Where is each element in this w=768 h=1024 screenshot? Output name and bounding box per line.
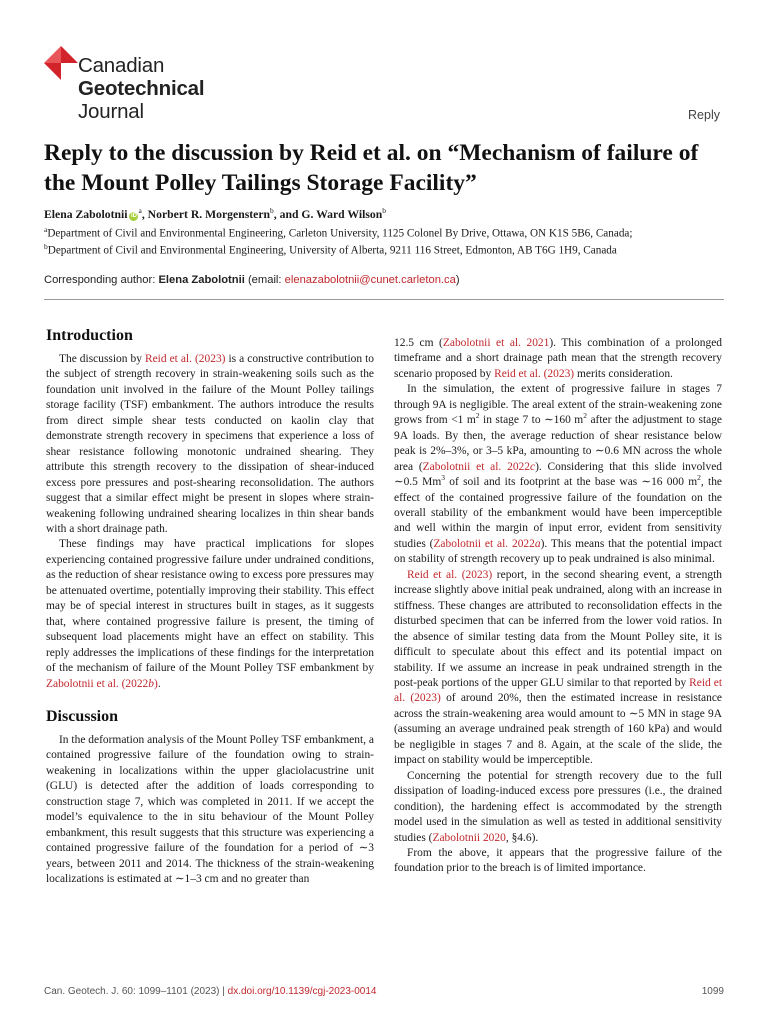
citation-link[interactable]: Reid et al. (2023) — [144, 353, 226, 365]
header-divider — [44, 299, 724, 300]
body-paragraph: 12.5 cm (Zabolotnii et al. 2021). This combination of a prolonged timeframe and a short drainage path mean that the strength recovery scenario proposed by Reid et al. (2023) merits consideration. — [394, 337, 722, 380]
citation-link[interactable]: Reid et al. (2023) — [494, 367, 575, 380]
body-column-left — [46, 326, 374, 888]
body-paragraph: These findings may have practical implications for slopes experiencing contained progressive failure under undrained conditions, as the reduction of shear resistance owing to excess pore pressures may be attenuated overtime, potentially improving their stability. This effect may be of special interest in structures built in stages, as it suggests that, where contained progressive failure is present, the timing of subsequent load placements might have an effect on stability. This reply addresses the implications of these findings for the interpretation of the mechanism of failure of the Mount Polley TSF embankment by Zabolotnii et al. (2022b). — [46, 538, 374, 690]
corresponding-author — [44, 272, 734, 288]
page-number: 1099 — [701, 986, 724, 997]
corresponding-email-link[interactable]: elenazabolotnii@cunet.carleton.ca — [284, 274, 456, 286]
citation-link[interactable]: Zabolotnii et al. (2022b) — [46, 677, 158, 690]
affiliation-text: Department of Civil and Environmental Engineering, Carleton University, 1125 Colonel By Drive, Ottawa, ON K1S 5B6, Canada; — [47, 227, 633, 240]
affiliation-marker: b — [270, 206, 274, 215]
affiliation-text: Department of Civil and Environmental Engineering, University of Alberta, 9211 116 Street, Edmonton, AB T6G 1H9, Canada — [47, 244, 617, 257]
page-footer — [44, 986, 724, 997]
affiliation-b — [44, 239, 734, 259]
author-name[interactable]: Norbert R. Morgenstern — [147, 207, 271, 221]
body-column-right — [394, 336, 722, 877]
body-paragraph: Concerning the potential for strength recovery due to the full dissipation of loading-induced excess pore pressures (i.e., the drained condition), the hardening effect is accommodated by the strength model used in the simulation as well as tested in additional sensitivity studies (Zabolotnii 2020, §4.6). — [394, 769, 722, 844]
body-paragraph: Reid et al. (2023) report, in the second shearing event, a strength increase slightly above initial peak undrained, along with an increase in stiffness. These changes are attributed to reconsolidation effects in the disturbed specimen that can be inferred from the lower void ratios. In the absence of similar testing data from the Mount Polley site, it is difficult to speculate about this effect and its potential impact on stability. If we assume an increase in peak undrained strength in the post-peak portions of the upper GLU similar to that reported by Reid et al. (2023) of around 20%, then the estimated increase in resistance across the strain-weakening area would amount to ∼5 MN in stage 9A (assuming an average undrained peak strength of 160 kPa) and would be negligible in stages 7 and 8. Again, at the scale of the slide, the impact on stability would be imperceptible. — [394, 568, 723, 767]
journal-name-line1: Canadian — [78, 54, 165, 77]
affiliation-marker: b — [382, 206, 387, 215]
section-heading-discussion: Discussion — [46, 707, 119, 725]
citation-link[interactable]: Zabolotnii 2020 — [432, 831, 506, 844]
maple-leaf-logo-icon — [44, 46, 78, 80]
author-name[interactable]: Elena Zabolotnii — [44, 207, 128, 221]
citation-link[interactable]: Reid et al. (2023) — [394, 676, 723, 705]
citation-link[interactable]: Reid et al. (2023) — [407, 568, 493, 581]
affiliation-marker: b — [44, 242, 48, 251]
journal-name-line2: Geotechnical — [78, 77, 205, 100]
author-name[interactable]: G. Ward Wilson — [301, 207, 383, 221]
citation-link[interactable]: Zabolotnii et al. 2021 — [442, 337, 550, 349]
email-close: ) — [455, 274, 460, 286]
body-paragraph: In the deformation analysis of the Mount Polley TSF embankment, a contained progressive failure of the foundation owing to strain-weakening in localizations within the upper glaciolacustrine unit (GLU) is detected after the addition of loads corresponding to construction stage 7, which was completed in 2011. If we accept the model’s equivalence to the in situ behaviour of the Mount Polley embankment, this result suggests that this structure was experiencing a contained progressive failure of the foundation for a period of ∼3 years, between 2011 and 2014. The thickness of the strain-weakening localizations is estimated at ∼1–3 cm and no greater than — [46, 733, 374, 886]
author-list — [44, 203, 724, 223]
body-paragraph: The discussion by Reid et al. (2023) is a constructive contribution to the subject of strength recovery in strain-weakening soils such as the foundation unit involved in the failure of the Mount Polley tailings storage facility (TSF) embankment. The authors introduce the results from direct simple shear tests conducted on kaolin clay that demonstrate strength recovery in specimens that experience a loss of shear resistance following monotonic undrained shearing. They attribute this strength recovery to the dissipation of shear-induced excess pore pressures and post-shearing reconsolidation. The authors suggest that a similar effect might be present in slopes where strain-weakening following undrained shearing localizes in thin shear bands with a short drainage path. — [46, 353, 374, 535]
footer-citation: Can. Geotech. J. 60: 1099–1101 (2023) | — [44, 986, 228, 997]
body-paragraph: From the above, it appears that the progressive failure of the foundation prior to the breach is of limited importance. — [394, 846, 722, 875]
orcid-icon[interactable]: iD — [130, 212, 137, 219]
journal-name — [78, 54, 204, 123]
corresponding-name: Elena Zabolotnii — [158, 274, 245, 286]
affiliation-marker: a — [138, 206, 142, 215]
article-title: Reply to the discussion by Reid et al. on “Mechanism of failure of the Mount Polley Tailings Storage Facility” — [44, 140, 699, 196]
article-type-label: Reply — [688, 108, 720, 122]
journal-masthead — [44, 44, 254, 128]
body-paragraph: In the simulation, the extent of progressive failure in stages 7 through 9A is negligible. The areal extent of the strain-weakening zone grows from <1 $m^2$ in stage 7 to ∼160 $m^2$ after the adjustment to stage 9A loads. By then, the average reduction of shear resistance below peak is 2%–3%, or 3–5 kPa, amounting to ∼0.6 MN across the whole area (Zabolotnii et al. 2022c). Considering that this slide involved ∼0.5 Mm$^3$ of soil and its footprint at the base was ∼16 000 $m^2$, the effect of the contained progressive failure of the foundation on the overall stability of the embankment would have been imperceptible and well within the margin of input error, evident from sensitivity studies (Zabolotnii et al. 2022a). This means that the potential impact on stability of strength recovery up to peak undrained is also minimal. — [394, 383, 723, 566]
citation-link[interactable]: Zabolotnii et al. 2022c — [422, 460, 536, 473]
citation-link[interactable]: Zabolotnii et al. 2022a — [433, 537, 541, 550]
corresponding-label: Corresponding author: — [44, 274, 159, 286]
affiliation-marker: a — [44, 225, 48, 234]
doi-link[interactable]: dx.doi.org/10.1139/cgj-2023-0014 — [227, 986, 377, 997]
section-heading-introduction: Introduction — [46, 327, 133, 344]
author-separator: , and — [273, 207, 302, 221]
journal-name-line3: Journal — [78, 100, 144, 123]
email-label: (email: — [244, 274, 285, 286]
author-separator: , — [141, 207, 148, 221]
